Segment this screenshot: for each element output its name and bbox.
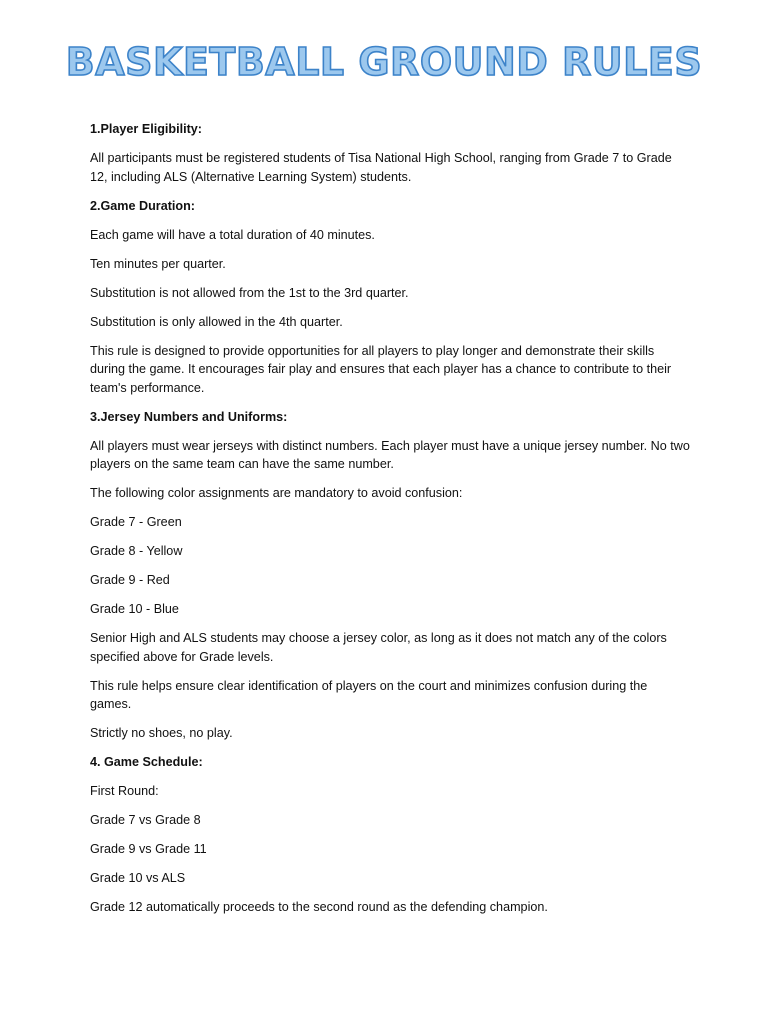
paragraph: Grade 9 vs Grade 11	[90, 842, 207, 856]
paragraph: Senior High and ALS students may choose a jersey color, as long as it does not match any of the colors specified above for Grade levels.	[90, 631, 667, 664]
paragraph: Grade 8 - Yellow	[90, 544, 183, 558]
paragraph: Substitution is only allowed in the 4th quarter.	[90, 314, 343, 329]
paragraph: Grade 12 automatically proceeds to the second round as the defending champion.	[90, 900, 548, 914]
section-heading: 2.Game Duration:	[90, 198, 195, 213]
paragraph: Substitution is not allowed from the 1st to the 3rd quarter.	[90, 285, 409, 300]
section-heading: 4. Game Schedule:	[90, 755, 203, 769]
paragraph: All participants must be registered students of Tisa National High School, ranging from Grade 7 to Grade 12, including ALS (Alternative Learning System) students.	[90, 151, 672, 184]
paragraph: This rule is designed to provide opportunities for all players to play longer and demonstrate their skills during the game. It encourages fair play and ensures that each player has a chance to contribute to their team's performance.	[90, 343, 672, 395]
paragraph: Grade 9 - Red	[90, 573, 170, 587]
paragraph: Each game will have a total duration of 40 minutes.	[90, 227, 375, 242]
section-heading: 1.Player Eligibility:	[90, 122, 202, 136]
document-body	[90, 120, 690, 927]
paragraph: The following color assignments are mandatory to avoid confusion:	[90, 486, 463, 500]
paragraph: Grade 10 vs ALS	[90, 871, 186, 885]
paragraph: Strictly no shoes, no play.	[90, 726, 233, 740]
paragraph: All players must wear jerseys with distinct numbers. Each player must have a unique jersey number. No two players on the same team can have the same number.	[90, 438, 690, 471]
paragraph: First Round:	[90, 784, 159, 798]
paragraph: Grade 10 - Blue	[90, 602, 179, 616]
paragraph: Ten minutes per quarter.	[90, 256, 226, 271]
paragraph: Grade 7 - Green	[90, 515, 182, 529]
document-title: BASKETBALL GROUND RULES	[65, 40, 703, 84]
section-heading: 3.Jersey Numbers and Uniforms:	[90, 409, 288, 424]
paragraph: This rule helps ensure clear identification of players on the court and minimizes confusion during the games.	[90, 678, 648, 711]
paragraph: Grade 7 vs Grade 8	[90, 813, 201, 827]
